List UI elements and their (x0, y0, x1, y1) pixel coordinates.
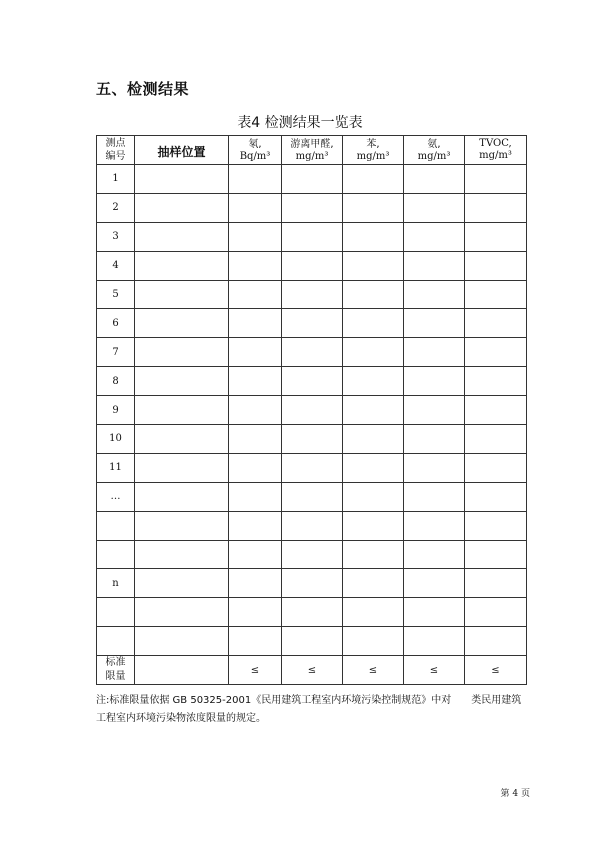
table-row (97, 425, 527, 454)
table-row (97, 598, 527, 627)
cell-ammonia (404, 165, 465, 194)
limit-tvoc: ≤ (465, 656, 527, 685)
cell-tvoc (465, 367, 527, 396)
cell-benzene (343, 338, 404, 367)
header-tvoc: TVOC, mg/m³ (465, 136, 527, 165)
cell-formaldehyde (282, 338, 343, 367)
cell-radon (229, 338, 282, 367)
limit-benzene: ≤ (343, 656, 404, 685)
cell-benzene (343, 396, 404, 425)
cell-ammonia (404, 627, 465, 656)
cell-formaldehyde (282, 511, 343, 540)
header-benzene: 苯, mg/m³ (343, 136, 404, 165)
cell-ammonia (404, 222, 465, 251)
cell-formaldehyde (282, 627, 343, 656)
limit-radon: ≤ (229, 656, 282, 685)
cell-formaldehyde (282, 598, 343, 627)
cell-ammonia (404, 193, 465, 222)
row-point-no: n (97, 569, 135, 598)
cell-formaldehyde (282, 367, 343, 396)
table-row (97, 338, 527, 367)
row-point-no: 11 (97, 453, 135, 482)
table-row (97, 367, 527, 396)
cell-benzene (343, 280, 404, 309)
row-point-no (97, 598, 135, 627)
cell-ammonia (404, 251, 465, 280)
cell-formaldehyde (282, 251, 343, 280)
cell-tvoc (465, 540, 527, 569)
cell-ammonia (404, 482, 465, 511)
cell-radon (229, 453, 282, 482)
cell-ammonia (404, 367, 465, 396)
page-number: 第 4 页 (500, 789, 530, 799)
results-table (96, 135, 527, 685)
cell-radon (229, 280, 282, 309)
cell-ammonia (404, 511, 465, 540)
row-point-no: 8 (97, 367, 135, 396)
cell-ammonia (404, 338, 465, 367)
cell-radon (229, 251, 282, 280)
cell-ammonia (404, 569, 465, 598)
header-radon: 氡, Bq/m³ (229, 136, 282, 165)
table-row (97, 251, 527, 280)
cell-radon (229, 482, 282, 511)
header-ammonia: 氨, mg/m³ (404, 136, 465, 165)
cell-benzene (343, 425, 404, 454)
cell-tvoc (465, 309, 527, 338)
cell-tvoc (465, 280, 527, 309)
cell-location (135, 338, 229, 367)
table-row (97, 540, 527, 569)
section-title: 五、检测结果 (96, 80, 190, 98)
cell-benzene (343, 540, 404, 569)
cell-benzene (343, 627, 404, 656)
cell-radon (229, 193, 282, 222)
limit-ammonia: ≤ (404, 656, 465, 685)
limit-label: 标准 限量 (97, 656, 135, 685)
table-row (97, 453, 527, 482)
cell-location (135, 540, 229, 569)
cell-tvoc (465, 425, 527, 454)
cell-tvoc (465, 338, 527, 367)
cell-formaldehyde (282, 280, 343, 309)
cell-benzene (343, 598, 404, 627)
cell-location (135, 482, 229, 511)
cell-location (135, 367, 229, 396)
limit-location-cell (135, 656, 229, 685)
cell-formaldehyde (282, 569, 343, 598)
cell-radon (229, 540, 282, 569)
cell-formaldehyde (282, 165, 343, 194)
cell-location (135, 569, 229, 598)
row-point-no (97, 511, 135, 540)
cell-tvoc (465, 396, 527, 425)
row-point-no (97, 540, 135, 569)
cell-location (135, 193, 229, 222)
cell-benzene (343, 309, 404, 338)
cell-benzene (343, 453, 404, 482)
cell-benzene (343, 251, 404, 280)
cell-formaldehyde (282, 540, 343, 569)
limit-row (97, 656, 527, 685)
cell-ammonia (404, 598, 465, 627)
table-row (97, 396, 527, 425)
cell-tvoc (465, 511, 527, 540)
cell-location (135, 396, 229, 425)
cell-radon (229, 511, 282, 540)
cell-location (135, 453, 229, 482)
cell-tvoc (465, 251, 527, 280)
cell-tvoc (465, 598, 527, 627)
table-row (97, 222, 527, 251)
cell-radon (229, 165, 282, 194)
table-row (97, 569, 527, 598)
cell-benzene (343, 193, 404, 222)
cell-radon (229, 396, 282, 425)
table-row (97, 309, 527, 338)
cell-benzene (343, 222, 404, 251)
row-point-no: 3 (97, 222, 135, 251)
cell-radon (229, 569, 282, 598)
cell-formaldehyde (282, 193, 343, 222)
cell-tvoc (465, 453, 527, 482)
cell-location (135, 165, 229, 194)
cell-radon (229, 598, 282, 627)
row-point-no: 2 (97, 193, 135, 222)
footnote: 注:标准限量依据 GB 50325-2001《民用建筑工程室内环境污染控制规范》中对 类民用建筑工程室内环境污染物浓度限量的规定。 (96, 695, 522, 724)
cell-radon (229, 627, 282, 656)
cell-radon (229, 425, 282, 454)
cell-benzene (343, 165, 404, 194)
cell-formaldehyde (282, 453, 343, 482)
row-point-no: 4 (97, 251, 135, 280)
cell-formaldehyde (282, 482, 343, 511)
row-point-no: 1 (97, 165, 135, 194)
cell-formaldehyde (282, 425, 343, 454)
cell-radon (229, 367, 282, 396)
cell-location (135, 251, 229, 280)
cell-tvoc (465, 627, 527, 656)
table-row (97, 193, 527, 222)
cell-ammonia (404, 425, 465, 454)
cell-tvoc (465, 482, 527, 511)
table-row (97, 165, 527, 194)
row-point-no: 7 (97, 338, 135, 367)
table-row (97, 482, 527, 511)
cell-ammonia (404, 309, 465, 338)
cell-location (135, 425, 229, 454)
header-row (97, 136, 527, 165)
row-point-no: … (97, 482, 135, 511)
cell-location (135, 222, 229, 251)
row-point-no: 5 (97, 280, 135, 309)
table-row (97, 627, 527, 656)
cell-benzene (343, 367, 404, 396)
limit-formaldehyde: ≤ (282, 656, 343, 685)
header-location: 抽样位置 (135, 136, 229, 165)
cell-formaldehyde (282, 222, 343, 251)
cell-location (135, 309, 229, 338)
header-point-no: 测点 编号 (97, 136, 135, 165)
table-caption: 表4 检测结果一览表 (237, 115, 363, 131)
cell-formaldehyde (282, 309, 343, 338)
cell-ammonia (404, 396, 465, 425)
row-point-no (97, 627, 135, 656)
cell-tvoc (465, 569, 527, 598)
cell-tvoc (465, 222, 527, 251)
table-row (97, 511, 527, 540)
row-point-no: 6 (97, 309, 135, 338)
cell-location (135, 627, 229, 656)
cell-benzene (343, 511, 404, 540)
cell-tvoc (465, 165, 527, 194)
cell-radon (229, 309, 282, 338)
cell-formaldehyde (282, 396, 343, 425)
cell-ammonia (404, 540, 465, 569)
cell-benzene (343, 569, 404, 598)
cell-ammonia (404, 280, 465, 309)
row-point-no: 9 (97, 396, 135, 425)
header-formaldehyde: 游离甲醛, mg/m³ (282, 136, 343, 165)
table-row (97, 280, 527, 309)
cell-tvoc (465, 193, 527, 222)
cell-radon (229, 222, 282, 251)
cell-location (135, 511, 229, 540)
cell-location (135, 598, 229, 627)
cell-ammonia (404, 453, 465, 482)
cell-location (135, 280, 229, 309)
cell-benzene (343, 482, 404, 511)
row-point-no: 10 (97, 425, 135, 454)
